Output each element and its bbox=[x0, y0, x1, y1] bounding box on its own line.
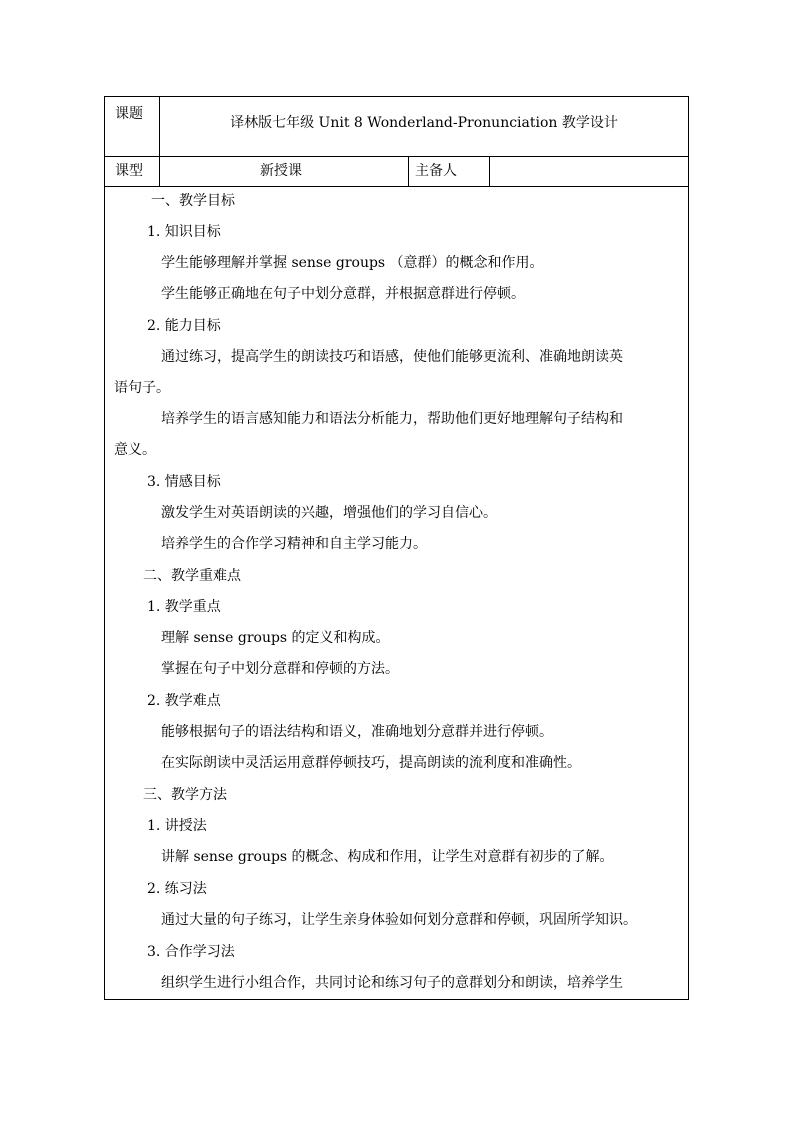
paragraph: 通过大量的句子练习，让学生亲身体验如何划分意群和停顿，巩固所学知识。 bbox=[161, 912, 637, 928]
subsection-heading: 3. 合作学习法 bbox=[147, 944, 235, 960]
subsection-heading: 2. 能力目标 bbox=[147, 318, 221, 334]
preparer-label: 主备人 bbox=[415, 163, 457, 179]
paragraph: 理解 sense groups 的定义和构成。 bbox=[161, 630, 390, 646]
subsection-heading: 1. 教学重点 bbox=[147, 599, 221, 615]
subsection-heading: 3. 情感目标 bbox=[147, 474, 221, 490]
type-label: 课型 bbox=[115, 163, 143, 179]
paragraph-continued: 语句子。 bbox=[114, 380, 170, 396]
paragraph: 在实际朗读中灵活运用意群停顿技巧，提高朗读的流利度和准确性。 bbox=[161, 755, 581, 771]
type-value: 新授课 bbox=[260, 163, 302, 179]
lesson-title: 译林版七年级 Unit 8 Wonderland-Pronunciation 教学设计 bbox=[230, 115, 618, 131]
section-heading: 三、教学方法 bbox=[143, 787, 227, 803]
paragraph: 激发学生对英语朗读的兴趣，增强他们的学习自信心。 bbox=[161, 505, 497, 521]
paragraph: 通过练习，提高学生的朗读技巧和语感，使他们能够更流利、准确地朗读英 bbox=[161, 349, 623, 365]
lesson-plan-table bbox=[104, 96, 689, 1000]
column-divider bbox=[159, 156, 160, 186]
paragraph: 学生能够理解并掌握 sense groups （意群）的概念和作用。 bbox=[161, 255, 544, 271]
paragraph: 培养学生的合作学习精神和自主学习能力。 bbox=[161, 536, 427, 552]
subsection-heading: 1. 知识目标 bbox=[147, 224, 221, 240]
paragraph: 能够根据句子的语法结构和语义，准确地划分意群并进行停顿。 bbox=[161, 724, 553, 740]
title-row bbox=[105, 97, 688, 157]
column-divider bbox=[489, 156, 490, 186]
paragraph: 讲解 sense groups 的概念、构成和作用，让学生对意群有初步的了解。 bbox=[161, 849, 614, 865]
column-divider bbox=[408, 156, 409, 186]
subsection-heading: 1. 讲授法 bbox=[147, 818, 207, 834]
section-heading: 一、教学目标 bbox=[151, 193, 235, 209]
subsection-heading: 2. 教学难点 bbox=[147, 693, 221, 709]
type-row bbox=[105, 156, 688, 187]
subsection-heading: 2. 练习法 bbox=[147, 881, 207, 897]
section-heading: 二、教学重难点 bbox=[143, 568, 241, 584]
paragraph: 培养学生的语言感知能力和语法分析能力，帮助他们更好地理解句子结构和 bbox=[161, 411, 623, 427]
paragraph: 组织学生进行小组合作，共同讨论和练习句子的意群划分和朗读，培养学生 bbox=[161, 975, 623, 991]
title-label: 课题 bbox=[115, 106, 143, 122]
paragraph: 掌握在句子中划分意群和停顿的方法。 bbox=[161, 661, 399, 677]
paragraph-continued: 意义。 bbox=[114, 442, 156, 458]
paragraph: 学生能够正确地在句子中划分意群，并根据意群进行停顿。 bbox=[161, 286, 525, 302]
